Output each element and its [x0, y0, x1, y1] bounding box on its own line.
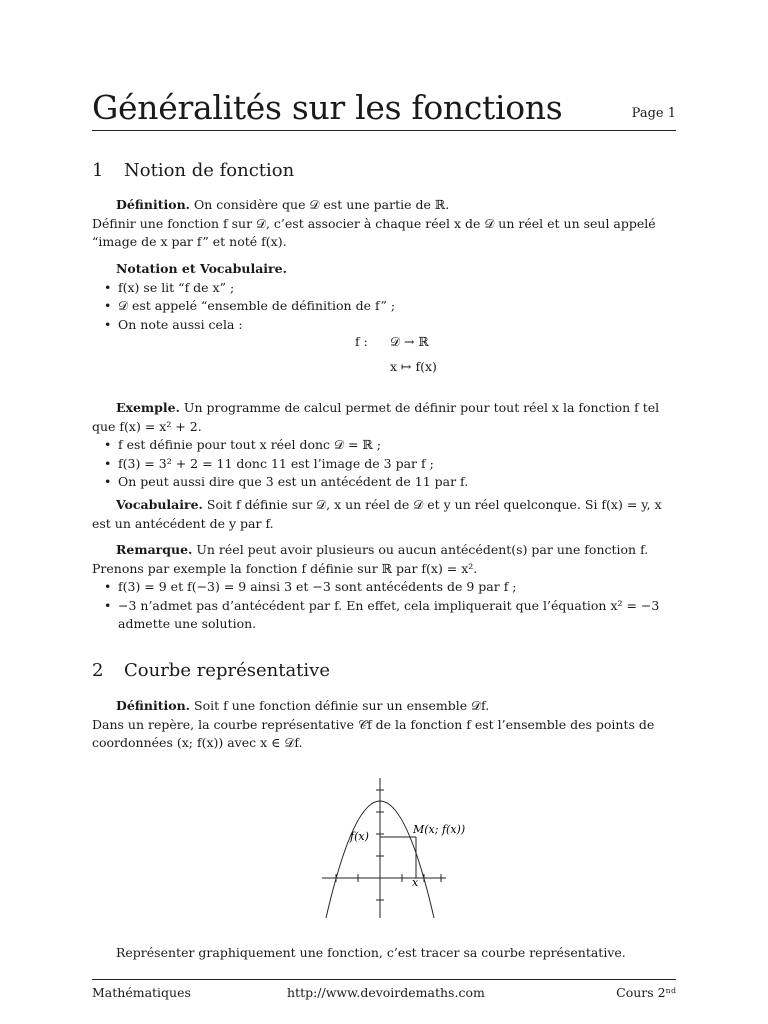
s1-remark [92, 541, 676, 634]
section-1-heading [92, 160, 294, 181]
curve-figure [300, 770, 490, 930]
section-1-number: 1 [92, 160, 104, 181]
section-2-title: Courbe représentative [124, 660, 330, 681]
s2-def-label: Définition. [116, 698, 191, 713]
s1-voc-label: Vocabulaire. [116, 497, 203, 512]
header-rule [92, 130, 676, 131]
s1-def-line1: On considère que 𝒟 est une partie de ℝ. [190, 197, 450, 212]
list-item: • f(3) = 3² + 2 = 11 donc 11 est l’image de 3 par f ; [118, 455, 676, 474]
label-x: x [412, 876, 419, 889]
map-line1: 𝒟 → ℝ [390, 334, 429, 349]
s1-def-label: Définition. [116, 197, 191, 212]
s1-rem-text: Un réel peut avoir plusieurs ou aucun antécédent(s) par une fonction f. [192, 542, 649, 557]
map-line2: x ↦ f(x) [390, 359, 437, 374]
footer-rule [92, 979, 676, 980]
label-point-m: M(x; f(x)) [413, 823, 466, 836]
s1-definition [92, 196, 676, 252]
page-title: Généralités sur les fonctions [92, 88, 563, 127]
list-item: • f(3) = 9 et f(−3) = 9 ainsi 3 et −3 sont antécédents de 9 par f ; [118, 578, 676, 597]
s1-ex-label: Exemple. [116, 400, 180, 415]
s2-conclusion [92, 944, 676, 963]
s2-def-line2: Dans un repère, la courbe représentative 𝒞f de la fonction f est l’ensemble des points de coordonnées (x; f(x)) avec x ∈ 𝒟f. [92, 716, 655, 750]
s1-ex-text: Un programme de calcul permet de définir pour tout réel x la fonction f tel que f(x) = x² + 2. [92, 400, 660, 434]
footer-link[interactable]: http://www.devoirdemaths.com [287, 985, 485, 1000]
s1-notation [92, 260, 676, 334]
list-item: • 𝒟 est appelé “ensemble de définition de f” ; [118, 297, 676, 316]
list-item: • On peut aussi dire que 3 est un antécédent de 11 par f. [118, 473, 676, 492]
footer-right: Cours 2ⁿᵈ [616, 985, 676, 1000]
section-2-heading [92, 660, 330, 681]
footer-left: Mathématiques [92, 985, 191, 1000]
s1-nv-label: Notation et Vocabulaire. [116, 261, 287, 276]
list-item: • f(x) se lit “f de x” ; [118, 279, 676, 298]
s1-rem-label: Remarque. [116, 542, 193, 557]
s1-ex-list [92, 436, 676, 492]
s2-definition [92, 697, 676, 753]
s1-rem-line2: Prenons par exemple la fonction f définie sur ℝ par f(x) = x². [92, 560, 478, 576]
s1-nv-list [92, 279, 676, 335]
label-fx: f(x) [350, 830, 369, 843]
s1-rem-list [92, 578, 676, 634]
list-item: • −3 n’admet pas d’antécédent par f. En effet, cela impliquerait que l’équation x² = −3 admette une solution. [118, 597, 676, 634]
s2-def-line1: Soit f une fonction définie sur un ensemble 𝒟f. [190, 698, 490, 713]
s1-example [92, 399, 676, 492]
section-1-title: Notion de fonction [124, 160, 295, 181]
map-f-label: f : [355, 334, 368, 349]
s1-voc-text: Soit f définie sur 𝒟, x un réel de 𝒟 et y un réel quelconque. Si f(x) = y, x est un antécédent de y par f. [92, 497, 662, 531]
list-item: • On note aussi cela : [118, 316, 676, 335]
s1-def-line2: Définir une fonction f sur 𝒟, c’est associer à chaque réel x de 𝒟 un réel et un seul appelé “image de x par f” et noté f(x). [92, 215, 656, 249]
s1-vocabulary [92, 496, 676, 533]
list-item: • f est définie pour tout x réel donc 𝒟 = ℝ ; [118, 436, 676, 455]
s2-conclusion-text: Représenter graphiquement une fonction, c’est tracer sa courbe représentative. [116, 945, 626, 960]
section-2-number: 2 [92, 660, 104, 681]
page-number: Page 1 [631, 106, 676, 121]
